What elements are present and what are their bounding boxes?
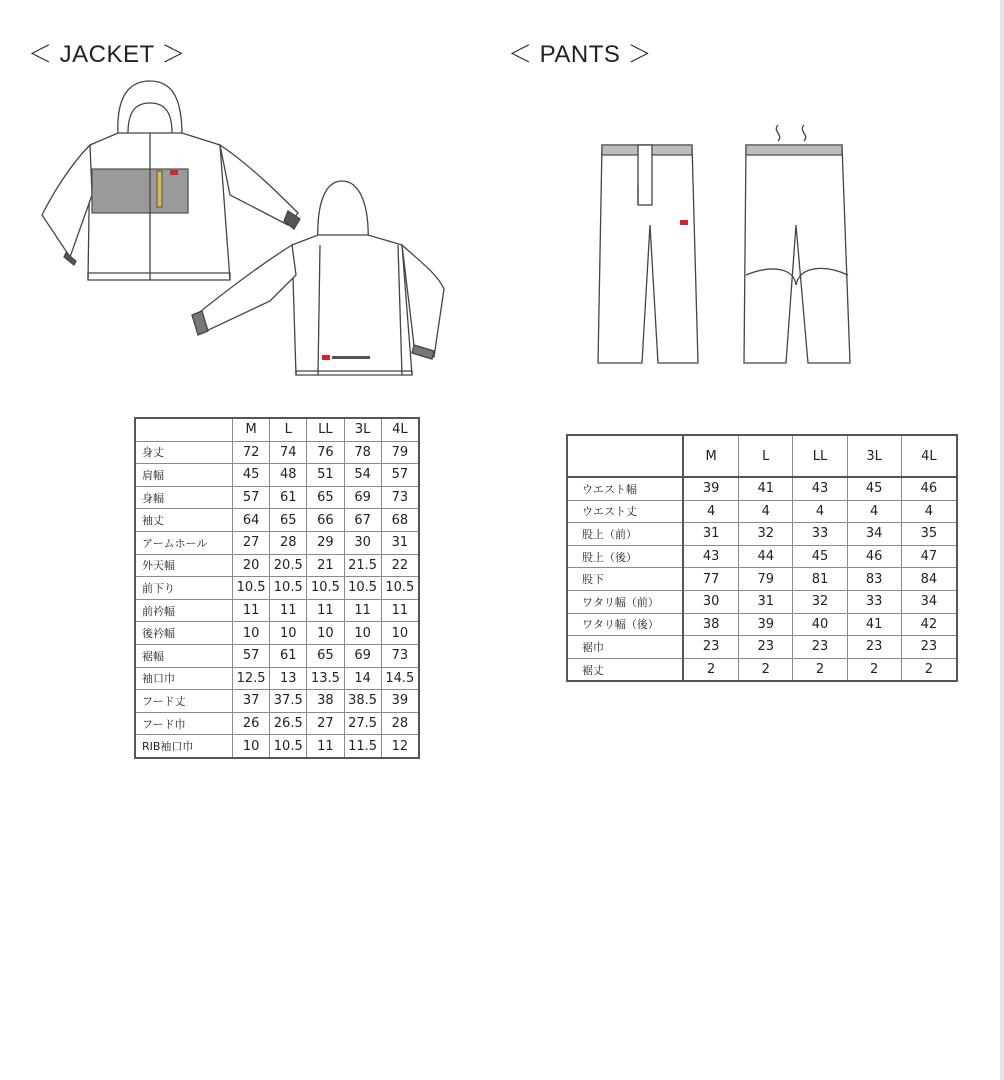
measurement-value: 22 — [381, 554, 419, 577]
size-column-header: L — [739, 435, 793, 477]
table-row — [135, 486, 419, 509]
measurement-value: 57 — [381, 464, 419, 487]
measurement-value: 34 — [901, 590, 957, 613]
measurement-value: 69 — [344, 644, 381, 667]
measurement-value: 32 — [739, 523, 793, 546]
measurement-value: 41 — [847, 613, 901, 636]
measurement-value: 30 — [344, 531, 381, 554]
measurement-value: 77 — [683, 568, 739, 591]
measurement-value: 31 — [381, 531, 419, 554]
measurement-label: 股上（前） — [567, 523, 683, 546]
table-row — [135, 554, 419, 577]
measurement-value: 67 — [344, 509, 381, 532]
table-row — [135, 577, 419, 600]
measurement-label: アームホール — [135, 531, 233, 554]
size-column-header: LL — [307, 418, 344, 441]
measurement-value: 23 — [683, 636, 739, 659]
table-row — [135, 735, 419, 758]
measurement-value: 57 — [233, 644, 270, 667]
jacket-section-title: ＜ JACKET ＞ — [28, 41, 186, 68]
jacket-size-table — [134, 417, 420, 759]
measurement-value: 32 — [793, 590, 847, 613]
table-row — [135, 599, 419, 622]
measurement-value: 41 — [739, 477, 793, 500]
measurement-value: 11.5 — [344, 735, 381, 758]
measurement-value: 42 — [901, 613, 957, 636]
measurement-value: 72 — [233, 441, 270, 464]
measurement-value: 10.5 — [270, 577, 307, 600]
pants-front — [598, 145, 698, 363]
measurement-label: ワタリ幅（前） — [567, 590, 683, 613]
table-row — [567, 477, 957, 500]
measurement-value: 65 — [270, 509, 307, 532]
measurement-value: 21.5 — [344, 554, 381, 577]
measurement-value: 38 — [307, 690, 344, 713]
measurement-label: フード巾 — [135, 712, 233, 735]
measurement-value: 33 — [847, 590, 901, 613]
table-row — [135, 644, 419, 667]
measurement-value: 2 — [847, 658, 901, 681]
measurement-label: 袖口巾 — [135, 667, 233, 690]
table-row — [135, 712, 419, 735]
measurement-value: 4 — [683, 500, 739, 523]
measurement-value: 26.5 — [270, 712, 307, 735]
measurement-label: フード丈 — [135, 690, 233, 713]
measurement-value: 39 — [683, 477, 739, 500]
measurement-value: 23 — [847, 636, 901, 659]
measurement-value: 45 — [233, 464, 270, 487]
measurement-value: 10 — [270, 622, 307, 645]
table-row — [135, 464, 419, 487]
measurement-value: 23 — [793, 636, 847, 659]
table-row — [567, 590, 957, 613]
measurement-value: 10.5 — [381, 577, 419, 600]
measurement-value: 37 — [233, 690, 270, 713]
measurement-value: 27 — [307, 712, 344, 735]
measurement-label: ウエスト幅 — [567, 477, 683, 500]
table-row — [135, 509, 419, 532]
table-row — [567, 523, 957, 546]
measurement-value: 73 — [381, 644, 419, 667]
measurement-value: 10 — [381, 622, 419, 645]
table-row — [135, 441, 419, 464]
size-column-header: M — [683, 435, 739, 477]
measurement-value: 57 — [233, 486, 270, 509]
measurement-value: 69 — [344, 486, 381, 509]
measurement-value: 2 — [901, 658, 957, 681]
pants-size-table — [566, 434, 958, 682]
measurement-value: 76 — [307, 441, 344, 464]
measurement-label: 股下 — [567, 568, 683, 591]
measurement-value: 65 — [307, 486, 344, 509]
measurement-value: 37.5 — [270, 690, 307, 713]
measurement-value: 74 — [270, 441, 307, 464]
measurement-label: 裾巾 — [567, 636, 683, 659]
table-row — [567, 545, 957, 568]
measurement-label: 前衿幅 — [135, 599, 233, 622]
measurement-value: 4 — [901, 500, 957, 523]
measurement-value: 27 — [233, 531, 270, 554]
table-row — [567, 613, 957, 636]
size-column-header: M — [233, 418, 270, 441]
pants-section-title: ＜ PANTS ＞ — [508, 41, 653, 68]
jacket-illustration — [30, 75, 460, 385]
measurement-value: 10 — [233, 622, 270, 645]
table-row — [135, 622, 419, 645]
measurement-value: 34 — [847, 523, 901, 546]
measurement-value: 31 — [683, 523, 739, 546]
measurement-value: 10.5 — [270, 735, 307, 758]
page-edge — [1000, 0, 1004, 1080]
measurement-value: 11 — [307, 735, 344, 758]
header-label-cell — [135, 418, 233, 441]
header-label-cell — [567, 435, 683, 477]
jacket-front — [42, 81, 300, 280]
measurement-value: 44 — [739, 545, 793, 568]
measurement-label: 外天幅 — [135, 554, 233, 577]
measurement-label: 袖丈 — [135, 509, 233, 532]
measurement-value: 46 — [901, 477, 957, 500]
measurement-label: 身丈 — [135, 441, 233, 464]
measurement-value: 2 — [793, 658, 847, 681]
measurement-value: 10.5 — [344, 577, 381, 600]
table-row — [135, 667, 419, 690]
table-header-row — [135, 418, 419, 441]
table-row — [135, 531, 419, 554]
measurement-value: 4 — [793, 500, 847, 523]
measurement-label: 後衿幅 — [135, 622, 233, 645]
measurement-value: 61 — [270, 644, 307, 667]
measurement-value: 4 — [739, 500, 793, 523]
measurement-value: 2 — [683, 658, 739, 681]
measurement-value: 65 — [307, 644, 344, 667]
measurement-label: 裾幅 — [135, 644, 233, 667]
measurement-value: 78 — [344, 441, 381, 464]
measurement-value: 11 — [233, 599, 270, 622]
measurement-value: 20.5 — [270, 554, 307, 577]
measurement-value: 12 — [381, 735, 419, 758]
measurement-value: 47 — [901, 545, 957, 568]
measurement-value: 43 — [793, 477, 847, 500]
measurement-value: 54 — [344, 464, 381, 487]
jacket-table-body — [135, 441, 419, 758]
measurement-value: 10 — [233, 735, 270, 758]
measurement-label: ウエスト丈 — [567, 500, 683, 523]
measurement-value: 23 — [901, 636, 957, 659]
table-row — [567, 568, 957, 591]
measurement-value: 48 — [270, 464, 307, 487]
measurement-value: 81 — [793, 568, 847, 591]
measurement-label: 身幅 — [135, 486, 233, 509]
measurement-value: 84 — [901, 568, 957, 591]
table-row — [135, 690, 419, 713]
measurement-value: 13.5 — [307, 667, 344, 690]
measurement-label: 裾丈 — [567, 658, 683, 681]
size-column-header: 3L — [344, 418, 381, 441]
measurement-value: 20 — [233, 554, 270, 577]
measurement-value: 14 — [344, 667, 381, 690]
measurement-value: 68 — [381, 509, 419, 532]
measurement-value: 45 — [793, 545, 847, 568]
measurement-value: 10 — [344, 622, 381, 645]
measurement-value: 14.5 — [381, 667, 419, 690]
measurement-value: 2 — [739, 658, 793, 681]
measurement-value: 43 — [683, 545, 739, 568]
size-column-header: 3L — [847, 435, 901, 477]
measurement-value: 30 — [683, 590, 739, 613]
measurement-value: 13 — [270, 667, 307, 690]
measurement-value: 10.5 — [307, 577, 344, 600]
measurement-value: 29 — [307, 531, 344, 554]
measurement-value: 27.5 — [344, 712, 381, 735]
measurement-value: 40 — [793, 613, 847, 636]
pants-table-body — [567, 477, 957, 681]
measurement-value: 73 — [381, 486, 419, 509]
measurement-value: 83 — [847, 568, 901, 591]
measurement-label: ワタリ幅（後） — [567, 613, 683, 636]
measurement-value: 79 — [381, 441, 419, 464]
measurement-value: 33 — [793, 523, 847, 546]
measurement-value: 10.5 — [233, 577, 270, 600]
measurement-value: 46 — [847, 545, 901, 568]
measurement-value: 4 — [847, 500, 901, 523]
table-row — [567, 658, 957, 681]
size-column-header: L — [270, 418, 307, 441]
pants-back — [744, 125, 850, 363]
measurement-value: 79 — [739, 568, 793, 591]
size-column-header: 4L — [381, 418, 419, 441]
measurement-value: 11 — [307, 599, 344, 622]
measurement-value: 39 — [739, 613, 793, 636]
measurement-value: 26 — [233, 712, 270, 735]
measurement-value: 39 — [381, 690, 419, 713]
measurement-value: 61 — [270, 486, 307, 509]
measurement-label: 股上（後） — [567, 545, 683, 568]
measurement-value: 45 — [847, 477, 901, 500]
measurement-value: 28 — [270, 531, 307, 554]
table-header-row — [567, 435, 957, 477]
measurement-value: 10 — [307, 622, 344, 645]
measurement-value: 11 — [344, 599, 381, 622]
measurement-value: 35 — [901, 523, 957, 546]
pants-illustration — [580, 115, 870, 375]
measurement-value: 12.5 — [233, 667, 270, 690]
measurement-value: 21 — [307, 554, 344, 577]
measurement-value: 11 — [381, 599, 419, 622]
table-row — [567, 636, 957, 659]
size-column-header: LL — [793, 435, 847, 477]
measurement-label: 前下り — [135, 577, 233, 600]
measurement-value: 11 — [270, 599, 307, 622]
measurement-value: 31 — [739, 590, 793, 613]
measurement-value: 23 — [739, 636, 793, 659]
table-row — [567, 500, 957, 523]
measurement-value: 38 — [683, 613, 739, 636]
size-column-header: 4L — [901, 435, 957, 477]
measurement-value: 38.5 — [344, 690, 381, 713]
measurement-value: 28 — [381, 712, 419, 735]
measurement-label: 肩幅 — [135, 464, 233, 487]
measurement-label: RIB袖口巾 — [135, 735, 233, 758]
measurement-value: 66 — [307, 509, 344, 532]
measurement-value: 51 — [307, 464, 344, 487]
measurement-value: 64 — [233, 509, 270, 532]
